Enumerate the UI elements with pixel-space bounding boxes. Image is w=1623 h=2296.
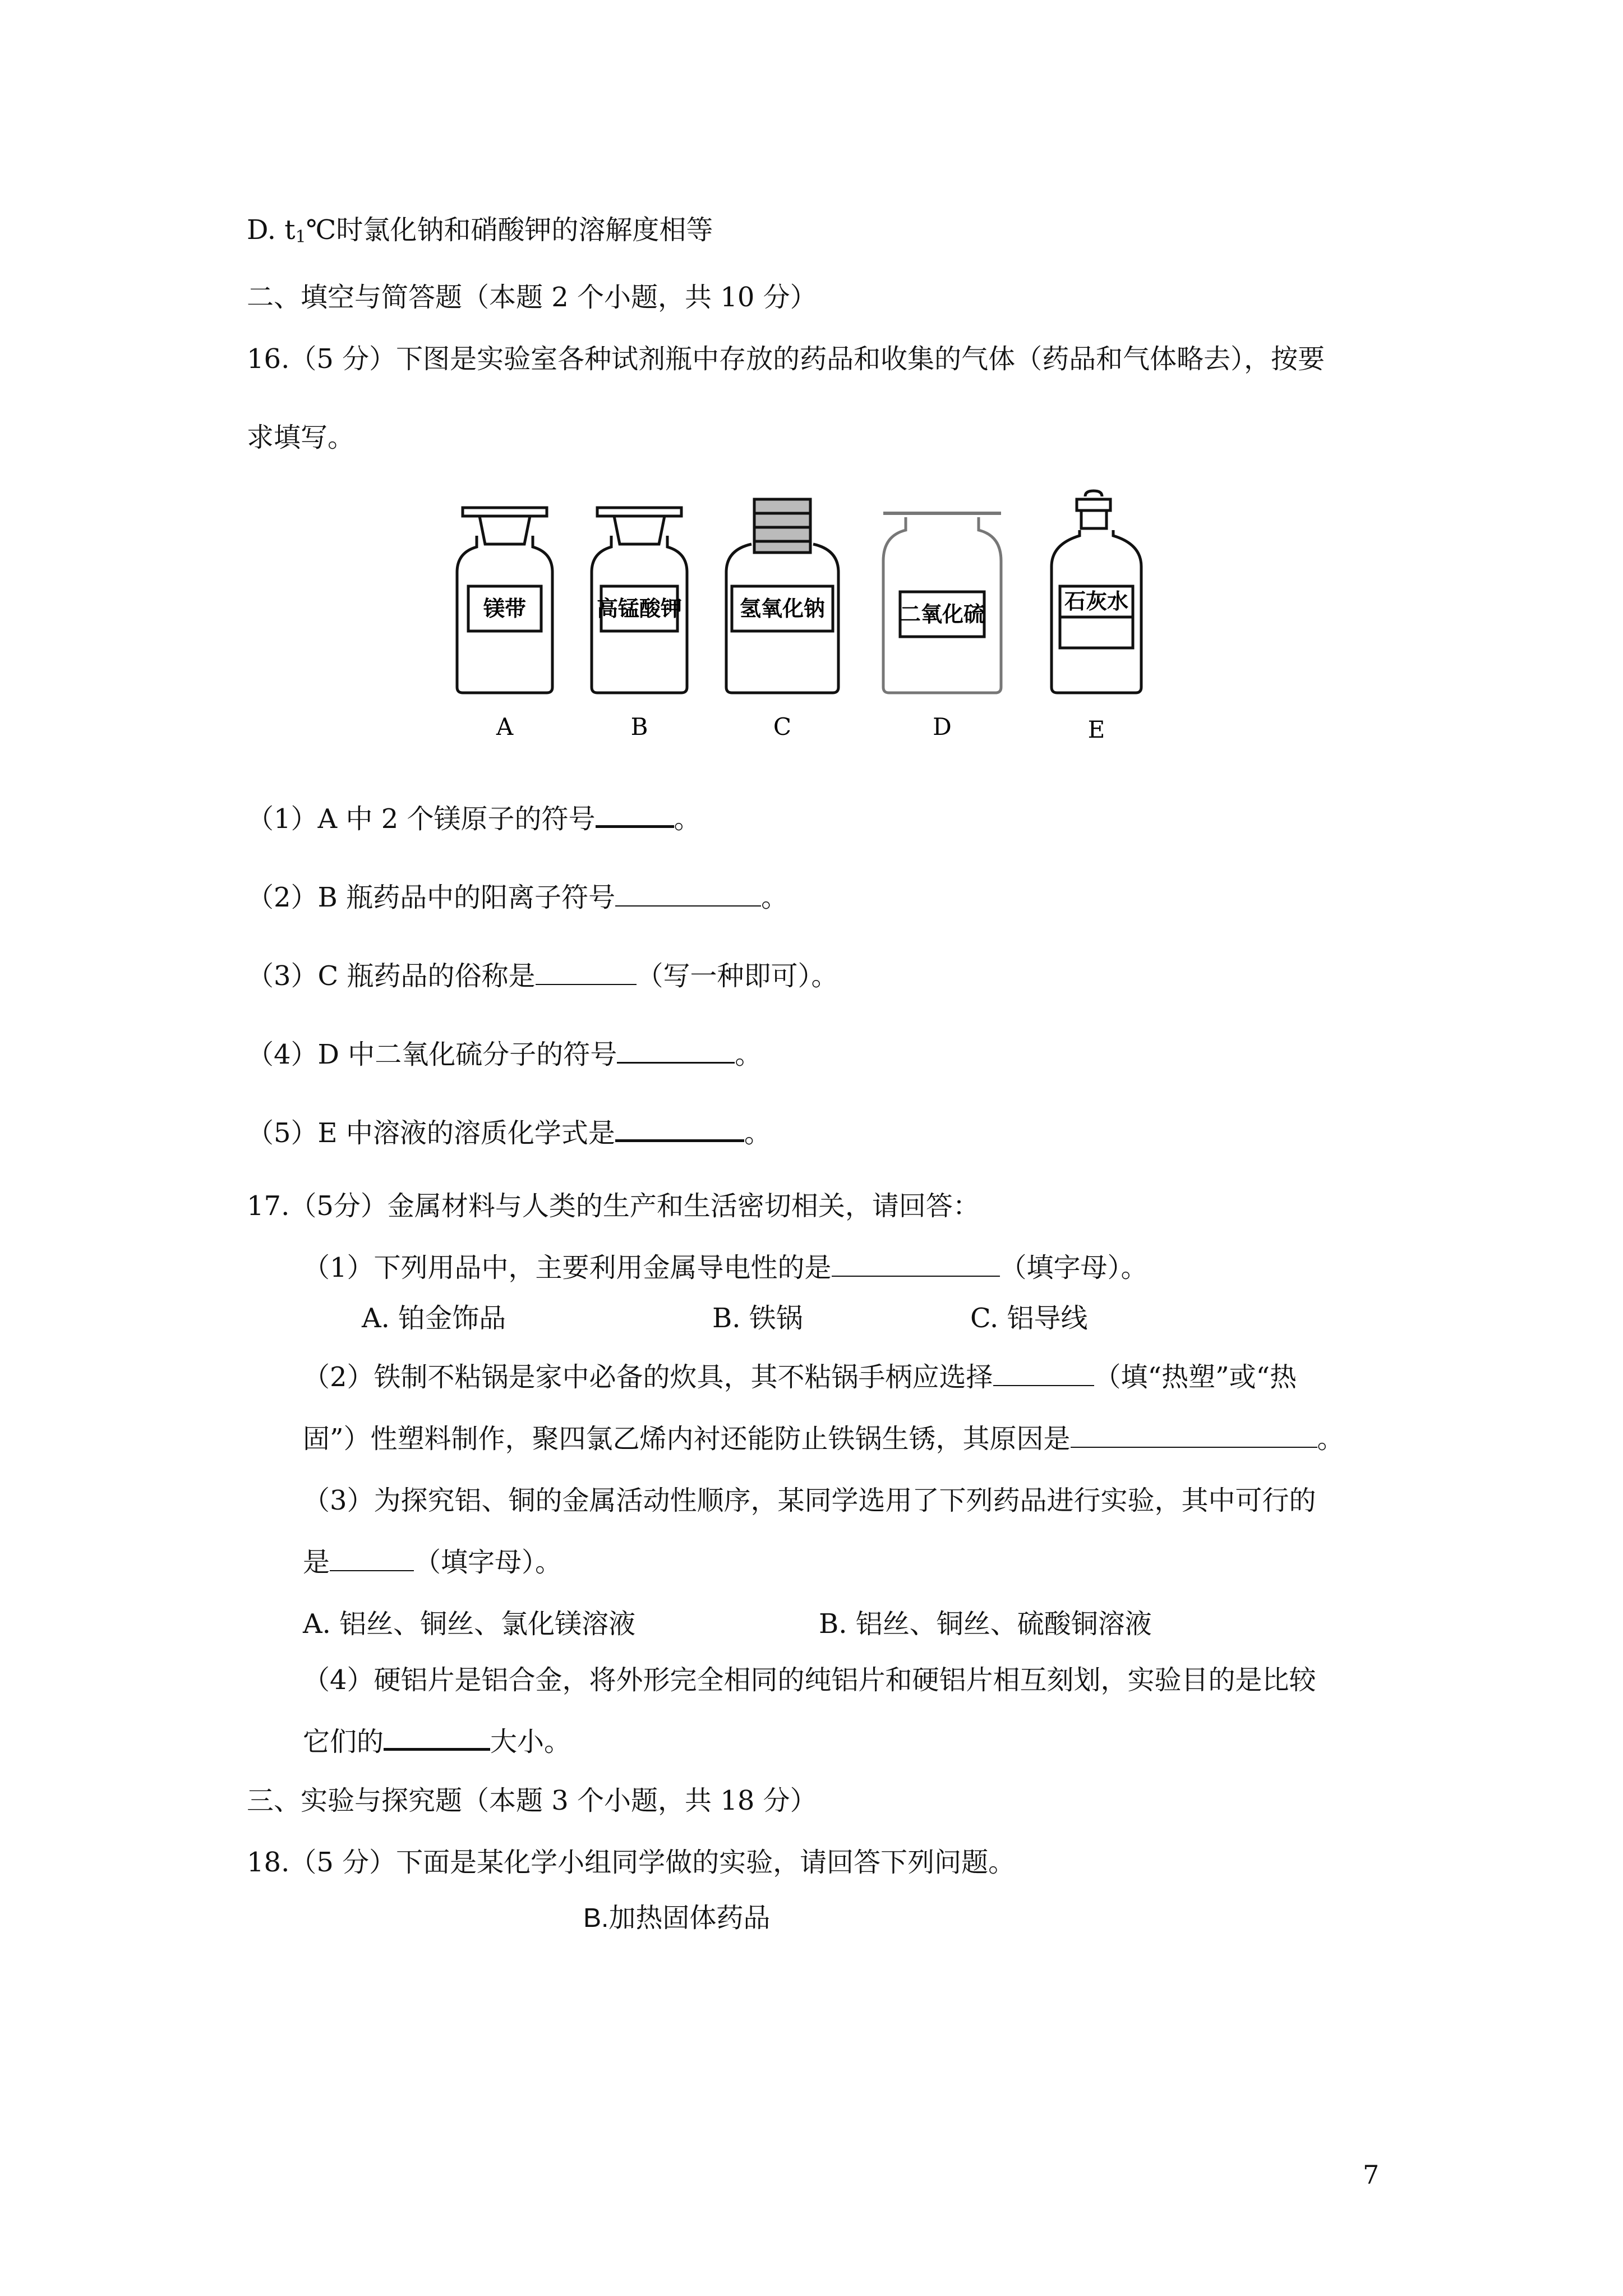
bottle-b-label: 高锰酸钾 (596, 596, 683, 621)
question-18-text: 18.（5 分）下面是某化学小组同学做的实验，请回答下列问题。 (247, 1847, 1016, 1878)
answer-blank[interactable] (330, 1548, 414, 1571)
q17-part3-option-a: A. 铝丝、铜丝、氯化镁溶液 (303, 1608, 636, 1640)
question-16-text-cont: 求填写。 (247, 422, 355, 453)
reagent-bottles-figure (449, 482, 1178, 746)
q17-part1-end: （填字母）。 (999, 1252, 1148, 1283)
q17-part2-cont (303, 1422, 1344, 1456)
q16-part3-end: （写一种即可）。 (636, 960, 838, 992)
q17-part3-end: （填字母）。 (414, 1547, 562, 1578)
question-16-text: 16.（5 分）下图是实验室各种试剂瓶中存放的药品和收集的气体（药品和气体略去），按要 (247, 343, 1325, 375)
q16-part2 (247, 881, 788, 914)
q17-part1-option-b: B. 铁锅 (712, 1303, 803, 1334)
q17-part4: （4）硬铝片是铝合金，将外形完全相同的纯铝片和硬铝片相互刻划，实验目的是比较 (303, 1664, 1316, 1696)
q17-part2 (303, 1360, 1297, 1394)
q16-part3-text: （3）C 瓶药品的俗称是 (247, 960, 536, 992)
q17-part1 (303, 1251, 1148, 1285)
page-number: 7 (1363, 2160, 1380, 2190)
q17-part2-text: （2）铁制不粘锅是家中必备的炊具，其不粘锅手柄应选择 (303, 1361, 993, 1393)
bottle-c-letter: C (773, 713, 792, 740)
q16-part2-text: （2）B 瓶药品中的阳离子符号 (247, 882, 616, 913)
bottle-e-letter: E (1087, 716, 1105, 743)
bottle-c-label: 氢氧化钠 (739, 596, 826, 621)
q17-part3-cont (303, 1545, 562, 1579)
answer-blank[interactable] (993, 1363, 1094, 1386)
q17-part4-end: 大小。 (490, 1726, 571, 1757)
bottle-d-label: 二氧化硫 (899, 602, 985, 627)
q18-figure-caption-b: B.加热固体药品 (583, 1903, 771, 1933)
bottle-a-label: 镁带 (483, 596, 527, 621)
q17-part3: （3）为探究铝、铜的金属活动性顺序，某同学选用了下列药品进行实验，其中可行的 (303, 1485, 1316, 1516)
q16-part5-end: 。 (744, 1117, 771, 1149)
q17-part1-option-c: C. 铝导线 (970, 1303, 1088, 1334)
q17-part4-text: 它们的 (303, 1726, 384, 1757)
subscript-1: 1 (295, 227, 306, 247)
option-d-text: ℃时氯化钠和硝酸钾的溶解度相等 (306, 214, 713, 246)
q17-part2-text-3: 固”）性塑料制作，聚四氯乙烯内衬还能防止铁锅生锈，其原因是 (303, 1423, 1071, 1455)
answer-blank[interactable] (615, 883, 761, 907)
section-3-heading: 三、实验与探究题（本题 3 个小题，共 18 分） (247, 1785, 817, 1816)
answer-blank[interactable] (384, 1726, 490, 1751)
q16-part1-text: （1）A 中 2 个镁原子的符号 (247, 803, 596, 835)
option-d (247, 213, 713, 247)
bottle-e-label: 石灰水 (1064, 589, 1129, 614)
q17-part2-text-2: （填“热塑”或“热 (1094, 1361, 1297, 1393)
q17-part4-cont (303, 1725, 571, 1759)
q16-part1-end: 。 (674, 803, 701, 835)
option-d-prefix: D. t (247, 214, 296, 246)
bottle-d-letter: D (933, 713, 952, 740)
answer-blank[interactable] (615, 1117, 744, 1142)
q16-part5 (247, 1116, 771, 1150)
q16-part3 (247, 959, 838, 993)
answer-blank[interactable] (1071, 1424, 1317, 1448)
answer-blank[interactable] (536, 961, 637, 985)
answer-blank[interactable] (617, 1039, 735, 1064)
q16-part4 (247, 1038, 762, 1071)
q17-part1-text: （1）下列用品中，主要利用金属导电性的是 (303, 1252, 832, 1283)
bottle-a-letter: A (496, 713, 514, 740)
answer-blank[interactable] (832, 1253, 1000, 1277)
bottle-b-letter: B (630, 713, 648, 740)
q17-part3-option-b: B. 铝丝、铜丝、硫酸铜溶液 (819, 1608, 1152, 1640)
q16-part2-end: 。 (761, 882, 789, 913)
q17-part3-text: 是 (303, 1547, 330, 1578)
q16-part1 (247, 802, 701, 836)
q16-part4-text: （4）D 中二氧化硫分子的符号 (247, 1039, 617, 1070)
q17-part1-option-a: A. 铂金饰品 (362, 1303, 506, 1334)
q17-part2-end: 。 (1317, 1423, 1344, 1455)
section-2-heading: 二、填空与简答题（本题 2 个小题，共 10 分） (247, 282, 817, 313)
q16-part5-text: （5）E 中溶液的溶质化学式是 (247, 1117, 615, 1149)
question-17-text: 17.（5分）金属材料与人类的生产和生活密切相关，请回答： (247, 1190, 980, 1222)
answer-blank[interactable] (596, 803, 674, 828)
q16-part4-end: 。 (735, 1039, 762, 1070)
